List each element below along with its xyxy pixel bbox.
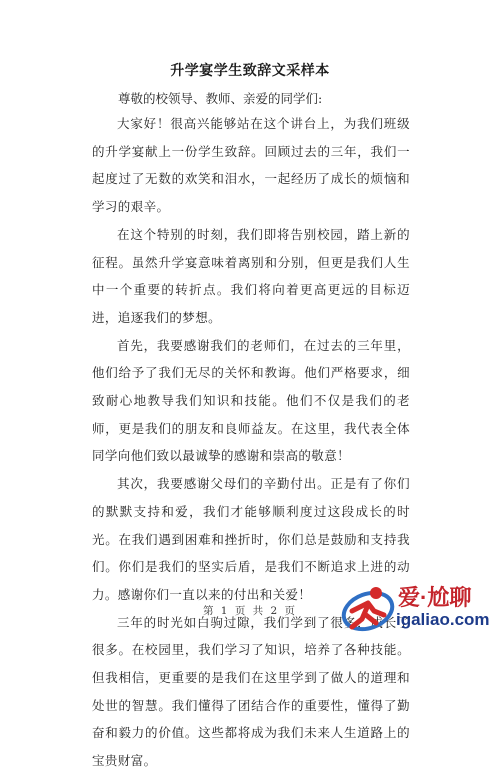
watermark-site-name: 爱·尬聊 bbox=[398, 585, 472, 610]
paragraph: 在这个特别的时刻，我们即将告别校园，踏上新的征程。虽然升学宴意味着离别和分别，但更是我们人生中一个重要的转折点。我们将向着更高更远的目标迈进，追逐我们的梦想。 bbox=[92, 226, 410, 325]
document-title: 升学宴学生致辞文采样本 bbox=[170, 63, 330, 79]
paragraph: 首先，我要感谢我们的老师们，在过去的三年里，他们给予了我们无尽的关怀和教诲。他们严格要求，细致耐心地教导我们知识和技能。他们不仅是我们的老师，更是我们的朋友和良师益友。在这里，我代表全体同学向他们致以最诚挚的感谢和崇高的敬意！ bbox=[92, 337, 410, 464]
paragraph: 三年的时光如白驹过隙，我们学到了很多，成长了很多。在校园里，我们学习了知识，培养了各种技能。但我相信，更重要的是我们在这里学到了做人的道理和处世的智慧。我们懂得了团结合作的重要性，懂得了勤奋和毅力的价值。这些都将成为我们未来人生道路上的宝贵财富。 bbox=[92, 614, 410, 769]
page-number: 第 1 页 共 2 页 bbox=[202, 605, 298, 617]
site-watermark bbox=[338, 577, 496, 639]
paragraph: 大家好！很高兴能够站在这个讲台上，为我们班级的升学宴献上一份学生致辞。回顾过去的三年，我们一起度过了无数的欢笑和泪水，一起经历了成长的烦恼和学习的艰辛。 bbox=[92, 116, 410, 215]
paragraph: 其次，我要感谢父母们的辛勤付出。正是有了你们的默默支持和爱，我们才能够顺利度过这段成长的时光。在我们遇到困难和挫折时，你们总是鼓励和支持我们。你们是我们的坚实后盾，是我们不断追求上进的动力。感谢你们一直以来的付出和关爱！ bbox=[92, 476, 410, 602]
salutation: 尊敬的校领导、教师、亲爱的同学们: bbox=[118, 91, 323, 106]
document-body bbox=[92, 110, 410, 775]
running-figure-logo-icon bbox=[338, 581, 396, 633]
watermark-site-url: igaliao.com bbox=[396, 610, 490, 629]
